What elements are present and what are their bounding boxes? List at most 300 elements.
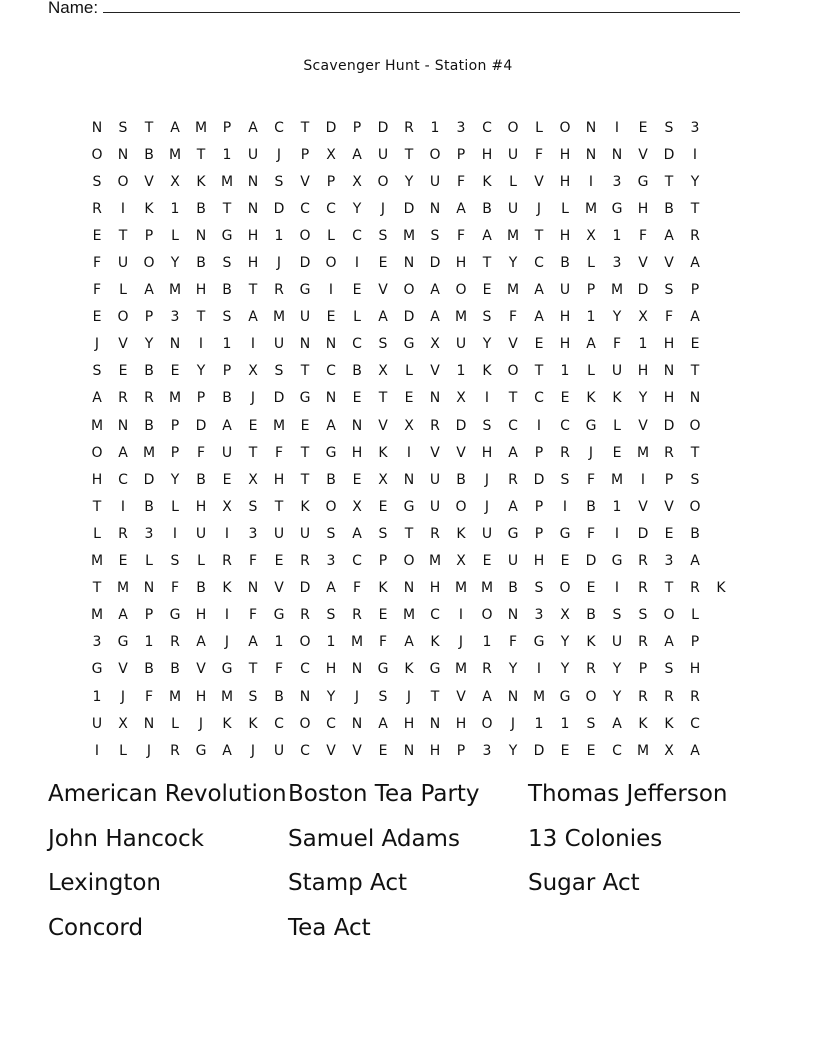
word-list-item: Samuel Adams — [288, 825, 460, 852]
grid-letter: O — [299, 634, 311, 651]
grid-letter: L — [691, 607, 699, 624]
grid-letter: M — [194, 119, 208, 136]
grid-letter: M — [402, 607, 416, 624]
grid-letter: V — [378, 282, 388, 299]
grid-row — [84, 195, 734, 222]
grid-letter: E — [118, 363, 128, 380]
grid-letter: E — [118, 553, 128, 570]
grid-letter: Y — [508, 661, 518, 678]
grid-letter: F — [586, 525, 596, 542]
grid-letter: S — [274, 173, 284, 190]
grid-letter: F — [664, 309, 674, 326]
grid-letter: 1 — [144, 634, 154, 651]
grid-letter: O — [559, 119, 571, 136]
grid-letter: H — [455, 715, 467, 732]
grid-letter: A — [508, 444, 518, 461]
grid-letter: K — [144, 200, 154, 217]
grid-letter: 1 — [612, 227, 622, 244]
grid-letter: D — [403, 200, 415, 217]
grid-letter: F — [456, 227, 466, 244]
grid-letter: R — [300, 553, 310, 570]
grid-letter: N — [429, 200, 441, 217]
grid-letter: M — [116, 580, 130, 597]
word-list-item: Stamp Act — [288, 870, 408, 897]
grid-letter: 1 — [430, 119, 440, 136]
grid-letter: G — [533, 634, 545, 651]
grid-letter: M — [350, 634, 364, 651]
grid-letter: V — [378, 417, 388, 434]
grid-letter: B — [560, 255, 570, 272]
grid-letter: A — [118, 444, 128, 461]
grid-letter: Y — [612, 688, 622, 705]
grid-letter: L — [93, 525, 101, 542]
grid-letter: Y — [326, 688, 336, 705]
grid-letter: C — [274, 715, 284, 732]
grid-letter: P — [690, 282, 700, 299]
grid-letter: N — [507, 688, 519, 705]
grid-letter: I — [198, 336, 204, 353]
grid-letter: A — [248, 634, 258, 651]
grid-letter: D — [195, 417, 207, 434]
grid-letter: X — [586, 227, 596, 244]
grid-letter: K — [378, 444, 388, 461]
grid-letter: O — [455, 282, 467, 299]
grid-letter: A — [118, 607, 128, 624]
grid-letter: J — [354, 688, 360, 705]
grid-row — [84, 520, 734, 547]
grid-letter: U — [507, 553, 519, 570]
grid-letter: S — [482, 309, 492, 326]
grid-letter: B — [222, 282, 232, 299]
grid-letter: H — [559, 227, 571, 244]
grid-letter: V — [664, 498, 674, 515]
grid-letter: T — [508, 390, 518, 407]
grid-letter: K — [456, 525, 466, 542]
grid-letter: P — [144, 227, 154, 244]
grid-letter: 1 — [222, 336, 232, 353]
grid-letter: A — [482, 688, 492, 705]
grid-letter: D — [273, 390, 285, 407]
word-list — [48, 778, 768, 957]
grid-letter: L — [197, 553, 205, 570]
grid-letter: C — [326, 715, 336, 732]
grid-letter: U — [91, 715, 103, 732]
grid-letter: E — [352, 282, 362, 299]
grid-letter: V — [664, 255, 674, 272]
grid-letter: U — [377, 146, 389, 163]
grid-letter: 1 — [560, 715, 570, 732]
grid-letter: Y — [482, 336, 492, 353]
grid-letter: D — [585, 553, 597, 570]
grid-letter: 1 — [612, 498, 622, 515]
grid-letter: T — [664, 173, 674, 190]
grid-letter: L — [509, 173, 517, 190]
grid-letter: T — [248, 282, 258, 299]
grid-letter: V — [430, 363, 440, 380]
grid-letter: P — [300, 146, 310, 163]
grid-letter: T — [430, 688, 440, 705]
grid-letter: P — [196, 390, 206, 407]
grid-letter: M — [454, 661, 468, 678]
grid-letter: S — [222, 309, 232, 326]
grid-letter: V — [274, 580, 284, 597]
grid-letter: O — [143, 255, 155, 272]
grid-letter: H — [429, 742, 441, 759]
grid-letter: I — [120, 200, 126, 217]
word-list-item: Sugar Act — [528, 870, 640, 897]
grid-letter: M — [220, 688, 234, 705]
grid-letter: I — [640, 471, 646, 488]
grid-letter: M — [506, 282, 520, 299]
grid-letter: G — [273, 607, 285, 624]
grid-letter: E — [378, 498, 388, 515]
grid-letter: U — [299, 525, 311, 542]
grid-letter: T — [248, 444, 258, 461]
grid-letter: S — [482, 417, 492, 434]
grid-letter: X — [352, 498, 362, 515]
grid-letter: J — [146, 742, 152, 759]
grid-row — [84, 629, 734, 656]
grid-letter: P — [144, 607, 154, 624]
grid-letter: R — [690, 580, 700, 597]
grid-letter: S — [378, 688, 388, 705]
grid-letter: U — [611, 363, 623, 380]
grid-letter: C — [300, 742, 310, 759]
grid-letter: I — [536, 661, 542, 678]
grid-letter: N — [585, 146, 597, 163]
grid-row — [84, 710, 734, 737]
grid-letter: K — [586, 634, 596, 651]
grid-letter: N — [169, 336, 181, 353]
grid-letter: P — [690, 634, 700, 651]
grid-letter: R — [404, 119, 414, 136]
grid-letter: V — [508, 336, 518, 353]
grid-letter: N — [117, 146, 129, 163]
grid-letter: H — [325, 661, 337, 678]
grid-letter: 1 — [482, 634, 492, 651]
grid-letter: N — [507, 607, 519, 624]
grid-letter: F — [456, 173, 466, 190]
grid-letter: R — [274, 282, 284, 299]
grid-letter: A — [92, 390, 102, 407]
grid-letter: U — [429, 471, 441, 488]
grid-letter: N — [91, 119, 103, 136]
grid-letter: M — [168, 146, 182, 163]
grid-letter: H — [481, 444, 493, 461]
grid-letter: D — [273, 200, 285, 217]
grid-letter: V — [638, 146, 648, 163]
grid-letter: N — [325, 390, 337, 407]
grid-letter: 1 — [534, 715, 544, 732]
grid-letter: R — [170, 634, 180, 651]
grid-letter: R — [560, 444, 570, 461]
grid-letter: F — [534, 146, 544, 163]
grid-letter: S — [378, 525, 388, 542]
grid-letter: L — [171, 715, 179, 732]
grid-letter: 3 — [326, 553, 336, 570]
grid-letter: C — [326, 363, 336, 380]
grid-row — [84, 249, 734, 276]
grid-letter: O — [403, 553, 415, 570]
grid-letter: Y — [170, 471, 180, 488]
grid-letter: C — [326, 200, 336, 217]
grid-letter: Y — [612, 661, 622, 678]
grid-letter: L — [587, 363, 595, 380]
grid-letter: E — [638, 119, 648, 136]
grid-letter: E — [612, 444, 622, 461]
grid-letter: C — [560, 417, 570, 434]
grid-letter: S — [326, 607, 336, 624]
grid-letter: P — [144, 309, 154, 326]
grid-letter: N — [299, 688, 311, 705]
grid-letter: O — [481, 715, 493, 732]
grid-letter: M — [584, 200, 598, 217]
grid-row — [84, 737, 734, 764]
grid-letter: O — [325, 255, 337, 272]
grid-letter: P — [222, 363, 232, 380]
grid-letter: J — [510, 715, 516, 732]
grid-letter: J — [458, 634, 464, 651]
grid-letter: O — [403, 282, 415, 299]
grid-letter: I — [328, 282, 334, 299]
grid-letter: F — [248, 607, 258, 624]
grid-letter: A — [534, 282, 544, 299]
grid-letter: O — [585, 688, 597, 705]
grid-letter: 1 — [638, 336, 648, 353]
grid-letter: R — [664, 444, 674, 461]
grid-letter: R — [300, 607, 310, 624]
grid-letter: A — [378, 715, 388, 732]
grid-letter: A — [404, 634, 414, 651]
grid-letter: C — [118, 471, 128, 488]
grid-letter: C — [534, 255, 544, 272]
grid-letter: K — [378, 580, 388, 597]
grid-letter: M — [90, 607, 104, 624]
grid-letter: G — [169, 607, 181, 624]
grid-letter: N — [351, 661, 363, 678]
grid-letter: F — [638, 227, 648, 244]
grid-letter: F — [352, 580, 362, 597]
grid-letter: G — [325, 444, 337, 461]
grid-letter: M — [272, 309, 286, 326]
grid-letter: C — [612, 742, 622, 759]
grid-letter: S — [248, 688, 258, 705]
grid-letter: R — [118, 525, 128, 542]
grid-letter: E — [586, 742, 596, 759]
grid-letter: U — [611, 634, 623, 651]
grid-letter: A — [690, 309, 700, 326]
grid-letter: C — [482, 119, 492, 136]
grid-letter: A — [508, 498, 518, 515]
grid-letter: D — [637, 525, 649, 542]
grid-letter: D — [429, 255, 441, 272]
grid-letter: P — [534, 444, 544, 461]
grid-letter: S — [92, 363, 102, 380]
grid-letter: T — [300, 471, 310, 488]
grid-letter: M — [636, 444, 650, 461]
grid-letter: V — [638, 498, 648, 515]
grid-letter: I — [536, 417, 542, 434]
grid-row — [84, 168, 734, 195]
grid-letter: J — [94, 336, 100, 353]
grid-letter: S — [248, 498, 258, 515]
grid-letter: J — [120, 688, 126, 705]
grid-letter: M — [454, 309, 468, 326]
grid-row — [84, 656, 734, 683]
grid-letter: L — [171, 227, 179, 244]
grid-letter: B — [690, 525, 700, 542]
grid-letter: K — [482, 363, 492, 380]
word-list-item: John Hancock — [48, 825, 204, 852]
grid-letter: M — [168, 688, 182, 705]
grid-letter: T — [378, 390, 388, 407]
grid-letter: F — [92, 282, 102, 299]
grid-letter: B — [196, 200, 206, 217]
grid-letter: K — [404, 661, 414, 678]
grid-letter: X — [378, 471, 388, 488]
grid-letter: B — [352, 363, 362, 380]
grid-letter: D — [455, 417, 467, 434]
grid-letter: K — [222, 580, 232, 597]
grid-letter: C — [300, 200, 310, 217]
grid-letter: X — [352, 173, 362, 190]
grid-letter: L — [119, 742, 127, 759]
grid-letter: 3 — [534, 607, 544, 624]
grid-letter: R — [638, 634, 648, 651]
grid-letter: P — [456, 742, 466, 759]
grid-letter: K — [248, 715, 258, 732]
grid-row — [84, 277, 734, 304]
grid-letter: M — [480, 580, 494, 597]
grid-letter: R — [352, 607, 362, 624]
grid-letter: B — [274, 688, 284, 705]
grid-letter: E — [482, 282, 492, 299]
grid-letter: I — [692, 146, 698, 163]
grid-letter: A — [690, 255, 700, 272]
grid-letter: J — [224, 634, 230, 651]
grid-letter: D — [143, 471, 155, 488]
grid-letter: O — [507, 363, 519, 380]
grid-letter: N — [195, 227, 207, 244]
grid-letter: B — [456, 471, 466, 488]
grid-letter: N — [403, 742, 415, 759]
grid-letter: P — [638, 661, 648, 678]
grid-letter: M — [90, 553, 104, 570]
grid-letter: O — [117, 173, 129, 190]
name-blank-line — [103, 0, 740, 13]
grid-letter: U — [559, 282, 571, 299]
grid-letter: H — [663, 336, 675, 353]
grid-letter: G — [299, 282, 311, 299]
grid-letter: D — [299, 580, 311, 597]
grid-letter: D — [325, 119, 337, 136]
grid-letter: A — [144, 282, 154, 299]
grid-letter: L — [145, 553, 153, 570]
grid-letter: 3 — [170, 309, 180, 326]
grid-letter: S — [638, 607, 648, 624]
grid-letter: 3 — [612, 173, 622, 190]
grid-letter: O — [299, 227, 311, 244]
grid-letter: O — [117, 309, 129, 326]
grid-letter: S — [664, 119, 674, 136]
grid-row — [84, 575, 734, 602]
grid-row — [84, 439, 734, 466]
grid-letter: B — [586, 607, 596, 624]
grid-letter: N — [247, 580, 259, 597]
grid-letter: D — [533, 742, 545, 759]
grid-letter: Y — [508, 742, 518, 759]
grid-letter: A — [170, 119, 180, 136]
grid-letter: R — [638, 553, 648, 570]
grid-letter: E — [378, 742, 388, 759]
grid-letter: S — [274, 363, 284, 380]
grid-letter: M — [506, 227, 520, 244]
grid-letter: E — [586, 580, 596, 597]
grid-row — [84, 114, 734, 141]
grid-letter: E — [534, 336, 544, 353]
grid-letter: T — [118, 227, 128, 244]
grid-letter: S — [664, 661, 674, 678]
grid-letter: B — [508, 580, 518, 597]
grid-letter: V — [144, 173, 154, 190]
grid-letter: H — [351, 444, 363, 461]
grid-letter: A — [612, 715, 622, 732]
grid-letter: H — [455, 255, 467, 272]
grid-letter: I — [94, 742, 100, 759]
grid-letter: E — [560, 390, 570, 407]
grid-letter: Y — [690, 173, 700, 190]
grid-letter: H — [689, 661, 701, 678]
grid-letter: 1 — [326, 634, 336, 651]
grid-letter: 1 — [274, 227, 284, 244]
grid-letter: A — [222, 742, 232, 759]
grid-letter: G — [611, 553, 623, 570]
page-title: Scavenger Hunt - Station #4 — [303, 58, 513, 74]
grid-letter: R — [638, 688, 648, 705]
grid-letter: J — [406, 688, 412, 705]
grid-letter: N — [585, 119, 597, 136]
grid-letter: J — [250, 742, 256, 759]
grid-letter: R — [508, 471, 518, 488]
grid-letter: 3 — [482, 742, 492, 759]
grid-letter: I — [224, 607, 230, 624]
grid-letter: I — [224, 525, 230, 542]
grid-letter: M — [454, 580, 468, 597]
grid-row — [84, 412, 734, 439]
grid-letter: T — [196, 309, 206, 326]
grid-letter: S — [378, 227, 388, 244]
grid-letter: R — [638, 580, 648, 597]
grid-letter: S — [664, 282, 674, 299]
grid-letter: O — [91, 146, 103, 163]
grid-letter: S — [534, 580, 544, 597]
word-list-item: Thomas Jefferson — [528, 781, 728, 807]
grid-letter: G — [403, 336, 415, 353]
grid-letter: 3 — [690, 119, 700, 136]
grid-letter: N — [247, 173, 259, 190]
grid-letter: A — [326, 417, 336, 434]
grid-letter: F — [274, 661, 284, 678]
grid-letter: B — [482, 200, 492, 217]
grid-letter: R — [118, 390, 128, 407]
grid-letter: G — [299, 390, 311, 407]
grid-letter: U — [455, 336, 467, 353]
grid-letter: B — [170, 661, 180, 678]
word-list-item: Tea Act — [288, 915, 371, 942]
grid-row — [84, 141, 734, 168]
grid-letter: H — [247, 255, 259, 272]
grid-letter: F — [144, 688, 154, 705]
